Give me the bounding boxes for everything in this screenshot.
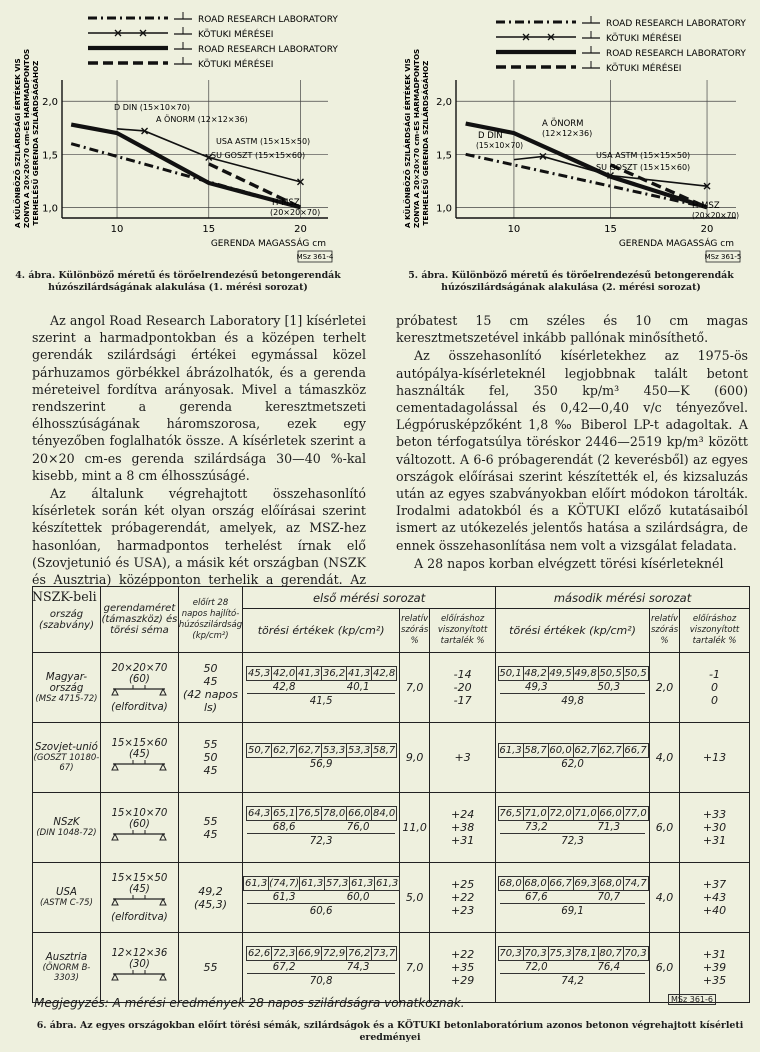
x-tick-label: 15 xyxy=(604,224,617,235)
point-label: D DIN xyxy=(478,131,503,141)
break-value: 66,7 xyxy=(624,745,647,756)
dispersion-2: 6,0 xyxy=(650,933,680,1003)
break-value: 61,3 xyxy=(499,745,522,756)
x-tick-label: 15 xyxy=(202,224,216,235)
y-axis-label-line: A KÜLÖNBÖZŐ SZILÁRDSÁGI ÉRTÉKEK VIS xyxy=(13,58,22,228)
right-text-column xyxy=(396,312,748,572)
series-mean: 49,8 xyxy=(561,696,584,707)
dispersion-1: 7,0 xyxy=(400,653,430,723)
break-value: 84,0 xyxy=(372,808,396,819)
series-mean: 62,0 xyxy=(561,759,584,770)
break-value: 73,7 xyxy=(372,948,396,959)
country-name: Magyar-ország xyxy=(45,671,87,694)
series-mean: 41,5 xyxy=(309,696,333,707)
table-row xyxy=(33,863,750,933)
y-axis-label-line: ZONYA A 20×20×70 cm-ES HARMADPONTOS xyxy=(412,48,421,228)
dispersion-2: 4,0 xyxy=(650,863,680,933)
break-value: 71,0 xyxy=(524,808,547,819)
reserve-value: +43 xyxy=(702,891,727,904)
y-axis-label xyxy=(13,49,40,228)
country-standard: (DIN 1048-72) xyxy=(36,828,97,838)
pair-mean: 70,7 xyxy=(597,892,621,903)
point-label: D DIN (15×10×70) xyxy=(114,103,190,112)
break-value: 62,7 xyxy=(297,745,321,756)
dispersion-1: 5,0 xyxy=(400,863,430,933)
legend-label: ROAD RESEARCH LABORATORY xyxy=(198,15,338,25)
break-value: 75,3 xyxy=(549,948,572,959)
break-value: 49,5 xyxy=(549,668,572,679)
break-value: 50,7 xyxy=(247,745,271,756)
point-label: (12×12×36) xyxy=(542,129,593,138)
dispersion-1: 9,0 xyxy=(400,723,430,793)
paragraph: A 28 napos korban elvégzett törési kísérleteknél xyxy=(414,555,724,571)
break-value: 74,7 xyxy=(624,878,647,889)
figure-5-caption: 5. ábra. Különböző méretű és törőelrendezésű betongerendák húzószilárdságának alakulása (2. mérési sorozat) xyxy=(408,270,734,293)
break-value: 76,2 xyxy=(347,948,371,959)
required-strength: 50 xyxy=(203,751,218,764)
point-label: A ÖNORM xyxy=(542,119,584,129)
break-value: 41,3 xyxy=(297,668,321,679)
reserve-value: +22 xyxy=(451,891,475,904)
pair-mean: 40,1 xyxy=(346,682,370,693)
x-tick-label: 20 xyxy=(294,224,307,235)
pair-mean: 74,3 xyxy=(346,962,370,973)
code-badge: MSz 361-4 xyxy=(296,253,334,261)
y-tick-label: 1,0 xyxy=(42,203,58,215)
dispersion-1: 11,0 xyxy=(400,793,430,863)
dispersion-2: 6,0 xyxy=(650,793,680,863)
break-value: 71,0 xyxy=(574,808,597,819)
results-table xyxy=(32,586,750,1003)
loading-scheme-icon xyxy=(109,895,169,909)
figure-4-caption: 4. ábra. Különböző méretű és törőelrendezésű betongerendák húzószilárdságának alakulása (1. mérési sorozat) xyxy=(15,270,341,293)
header-series-2: második mérési sorozat xyxy=(496,587,750,609)
point-label: H MSZ xyxy=(272,198,300,208)
reserve-value: +33 xyxy=(702,808,727,821)
country-name: USA xyxy=(56,887,77,898)
loading-scheme-icon xyxy=(109,970,169,984)
required-strength: 55 xyxy=(203,738,218,751)
reserve-value: +25 xyxy=(451,878,475,891)
header-values-2: törési értékek (kp/cm²) xyxy=(496,609,650,653)
reserve-value: +24 xyxy=(451,808,475,821)
header-dispersion-2: relatív szórás % xyxy=(650,609,680,653)
beam-size: 12×12×36 (30) xyxy=(111,948,168,970)
dispersion-2: 2,0 xyxy=(650,653,680,723)
loading-scheme-icon xyxy=(109,830,169,844)
point-label: H MSZ xyxy=(692,201,720,211)
legend-label: ROAD RESEARCH LABORATORY xyxy=(198,45,338,55)
pair-mean: 68,6 xyxy=(272,822,296,833)
break-value: 78,0 xyxy=(322,808,346,819)
reserve-value: 0 xyxy=(711,681,719,694)
legend-label: ROAD RESEARCH LABORATORY xyxy=(606,19,746,29)
loading-scheme-icon xyxy=(109,685,169,699)
break-value: 80,7 xyxy=(599,948,622,959)
left-text-column xyxy=(32,312,366,605)
legend-label: KÖTUKI MÉRÉSEI xyxy=(606,64,682,74)
required-strength: (45,3) xyxy=(193,897,228,911)
point-label: (15×10×70) xyxy=(476,141,524,150)
reserve-value: 0 xyxy=(711,694,719,707)
country-standard: (MSz 4715-72) xyxy=(35,693,98,704)
reserve-value: -20 xyxy=(453,681,472,694)
reserve-value: -14 xyxy=(453,668,472,681)
break-value: 68,0 xyxy=(499,878,522,889)
reserve-value: +31 xyxy=(451,834,475,847)
break-value: 64,3 xyxy=(247,808,271,819)
y-axis-label-line: A KÜLÖNBÖZŐ SZILÁRDSÁGI ÉRTÉKEK VIS xyxy=(403,58,412,228)
break-value: 49,8 xyxy=(574,668,597,679)
x-tick-label: 10 xyxy=(507,224,521,235)
legend-label: KÖTUKI MÉRÉSEI xyxy=(198,60,274,70)
country-standard: (GOSZT 10180-67) xyxy=(33,753,100,773)
required-strength: (42 napos ls) xyxy=(183,687,238,714)
y-axis-label-line: ZONYA A 20×20×70 cm-ES HARMADPONTOS xyxy=(22,48,31,228)
break-value: 53,3 xyxy=(322,745,346,756)
reserve-value: +23 xyxy=(451,904,475,917)
break-value: 66,7 xyxy=(549,878,572,889)
break-value: 50,5 xyxy=(624,668,647,679)
pair-mean: 73,2 xyxy=(524,822,548,833)
required-strength: 45 xyxy=(203,827,218,841)
pair-mean: 42,8 xyxy=(272,682,296,693)
required-strength: 45 xyxy=(203,674,218,688)
point-label: USA ASTM (15×15×50) xyxy=(596,151,691,160)
legend-label: KÖTUKI MÉRÉSEI xyxy=(198,30,274,40)
x-axis-label: GERENDA MAGASSÁG cm xyxy=(618,239,734,249)
header-values-1: törési értékek (kp/cm²) xyxy=(243,609,400,653)
required-strength: 55 xyxy=(203,961,218,974)
break-value: 60,0 xyxy=(549,745,572,756)
break-value: 61,3 xyxy=(301,878,324,889)
pair-mean: 50,3 xyxy=(597,682,621,693)
reserve-value: +3 xyxy=(454,751,471,764)
country-standard: (ASTM C-75) xyxy=(40,898,93,908)
point-label: SU GOSZT (15×15×60) xyxy=(211,151,306,160)
point-label: USA ASTM (15×15×50) xyxy=(216,137,311,146)
paragraph: Az angol Road Research Laboratory [1] kísérletei szerint a harmadpontokban és a középen terhelt gerendák szilárdsági értékei egymással közel párhuzamos görbékkel ábrázolhatók, és a gerenda méreteivel fordítva arányosak. Mivel a támaszköz rendszerint a gerenda keresztmetszeti élhosszúságának háromszorosa, ezek egy tényezőben foglalhatók össze. A kísérletek szerint a 20×20 cm-es gerenda szilárdsága 30—40 %-kal kisebb, mint a 8 cm élhosszúságé. xyxy=(32,313,366,483)
figure-5-chart xyxy=(396,2,752,267)
figure-6-caption: 6. ábra. Az egyes országokban előírt törési sémák, szilárdságok és a KÖTUKI betonlaboratórium azonos betonon végrehajtott kísérleti eredményei xyxy=(36,1020,744,1043)
reserve-value: +40 xyxy=(702,904,727,917)
x-tick-label: 20 xyxy=(700,224,714,235)
reserve-value: +13 xyxy=(702,751,727,764)
break-value: 62,7 xyxy=(574,745,597,756)
break-value: 70,3 xyxy=(524,948,547,959)
break-value: 42,0 xyxy=(272,668,296,679)
pair-mean: 76,0 xyxy=(346,822,370,833)
table-code: MSz 361-6 xyxy=(668,994,716,1005)
results-table-wrap xyxy=(32,586,750,1003)
y-tick-label: 2,0 xyxy=(436,97,452,109)
break-value: 66,9 xyxy=(297,948,321,959)
series-mean: 72,3 xyxy=(309,836,333,847)
loading-scheme-icon xyxy=(109,760,169,774)
series-mean: 70,8 xyxy=(309,976,333,987)
reserve-value: +37 xyxy=(702,878,727,891)
table-row xyxy=(33,653,750,723)
legend-label: ROAD RESEARCH LABORATORY xyxy=(606,49,746,59)
point-label: (20×20×70) xyxy=(692,211,740,220)
reserve-value: +35 xyxy=(451,961,475,974)
reserve-value: +31 xyxy=(702,948,727,961)
legend-label: KÖTUKI MÉRÉSEI xyxy=(606,34,682,44)
break-value: 78,1 xyxy=(574,948,597,959)
table-row xyxy=(33,933,750,1003)
pair-mean: 67,6 xyxy=(524,892,548,903)
reserve-value: -17 xyxy=(453,694,472,707)
y-tick-label: 1,5 xyxy=(436,150,452,162)
required-strength: 45 xyxy=(203,764,218,777)
pair-mean: 60,0 xyxy=(346,892,370,903)
figure-5-svg xyxy=(396,2,752,267)
header-country: ország (szabvány) xyxy=(33,587,101,653)
break-value: 45,3 xyxy=(247,668,271,679)
table-header-row xyxy=(33,587,750,609)
figure-4-svg xyxy=(6,2,346,267)
break-value: 69,3 xyxy=(574,878,597,889)
required-strength: 55 xyxy=(203,814,218,828)
point-label: A ÖNORM (12×12×36) xyxy=(156,115,248,124)
y-axis-label-line: TERHELÉSŰ GERENDA SZILÁRDSÁGÁHOZ xyxy=(31,60,40,228)
figure-4-chart xyxy=(6,2,346,267)
break-value: 61,3 xyxy=(376,878,399,889)
header-dispersion-1: relatív szórás % xyxy=(400,609,430,653)
series-mean: 69,1 xyxy=(561,906,584,917)
break-value: 42,8 xyxy=(372,668,396,679)
paragraph: Az általunk végrehajtott összehasonlító kísérletek során két olyan ország előírásai szerint készítettek próbagerendát, amelyek, az MSZ-hez hasonlóan, harmadpontos terhelést írnak elő (Szovjetunió és USA), a másik két országban (NSZK és Ausztria) középponton terhelik a gerendát. Az NSZK-beli xyxy=(32,486,366,605)
break-value: 41,3 xyxy=(347,668,371,679)
break-value: 53,3 xyxy=(347,745,371,756)
series-mean: 72,3 xyxy=(561,836,584,847)
y-tick-label: 2,0 xyxy=(42,97,58,109)
required-strength: 49,2 xyxy=(198,884,223,898)
header-size: gerendaméret (támaszköz) és törési séma xyxy=(100,587,178,653)
break-value: 72,0 xyxy=(549,808,572,819)
header-required: előírt 28 napos hajlító-húzószilárdság (kp/cm²) xyxy=(178,587,242,653)
break-value: 58,7 xyxy=(524,745,547,756)
break-value: 70,3 xyxy=(499,948,522,959)
break-value: 50,1 xyxy=(499,668,522,679)
dispersion-2: 4,0 xyxy=(650,723,680,793)
reserve-value: -1 xyxy=(709,668,720,681)
pair-mean: 49,3 xyxy=(524,682,548,693)
break-value: 58,7 xyxy=(372,745,396,756)
pair-mean: 71,3 xyxy=(597,822,621,833)
break-value: 62,7 xyxy=(599,745,622,756)
break-value: 72,3 xyxy=(272,948,296,959)
break-value: 70,3 xyxy=(624,948,647,959)
series-mean: 60,6 xyxy=(309,906,333,917)
dispersion-1: 7,0 xyxy=(400,933,430,1003)
reserve-value: +39 xyxy=(702,961,727,974)
header-deviation-2: előíráshoz viszonyított tartalék % xyxy=(680,609,750,653)
y-tick-label: 1,5 xyxy=(42,150,58,162)
reserve-value: +38 xyxy=(451,821,475,834)
break-value: 68,0 xyxy=(524,878,547,889)
country-name: Ausztria xyxy=(45,952,88,963)
break-value: 36,2 xyxy=(322,668,346,679)
break-value: 66,0 xyxy=(599,808,622,819)
break-value: 66,0 xyxy=(347,808,371,819)
x-tick-label: 10 xyxy=(110,224,124,235)
pair-mean: 61,3 xyxy=(272,892,296,903)
beam-size: 15×15×60 (45) xyxy=(111,738,168,760)
break-value: 68,0 xyxy=(599,878,622,889)
y-axis-label-line: TERHELÉSŰ GERENDA SZILÁRDSÁGÁHOZ xyxy=(421,60,430,228)
break-value: 62,7 xyxy=(272,745,296,756)
x-axis-label: GERENDA MAGASSÁG cm xyxy=(210,239,326,249)
break-value: 72,9 xyxy=(322,948,346,959)
beam-size: 20×20×70 (60) xyxy=(111,662,168,685)
table-row xyxy=(33,793,750,863)
break-value: (74,7) xyxy=(269,878,300,889)
pair-mean: 76,4 xyxy=(597,962,621,973)
break-value: 65,1 xyxy=(272,808,296,819)
break-value: 76,5 xyxy=(499,808,522,819)
break-value: 61,3 xyxy=(351,878,374,889)
break-value: 61,3 xyxy=(244,878,268,889)
y-tick-label: 1,0 xyxy=(436,203,452,215)
break-value: 76,5 xyxy=(297,808,321,819)
point-label: SU GOSZT (15×15×60) xyxy=(596,163,691,172)
reserve-value: +35 xyxy=(702,974,727,987)
header-deviation-1: előíráshoz viszonyított tartalék % xyxy=(430,609,496,653)
pair-mean: 72,0 xyxy=(524,962,548,973)
y-axis-label xyxy=(403,49,430,228)
loading-note: (elforditva) xyxy=(111,911,168,923)
country-standard: (ÖNORM B-3303) xyxy=(42,963,91,983)
table-note: Megjegyzés: A mérési eredmények 28 napos szilárdságra vonatkoznak. xyxy=(34,996,465,1010)
beam-size: 15×10×70 (60) xyxy=(111,808,168,830)
country-name: Szovjet-unió xyxy=(35,742,98,753)
reserve-value: +30 xyxy=(702,821,727,834)
break-value: 57,3 xyxy=(326,878,349,889)
header-series-1: első mérési sorozat xyxy=(243,587,496,609)
required-strength: 50 xyxy=(203,661,218,675)
code-badge: MSz 361-5 xyxy=(704,253,742,261)
beam-size: 15×15×50 (45) xyxy=(111,872,168,895)
break-value: 77,0 xyxy=(624,808,647,819)
country-name: NSzK xyxy=(53,817,80,828)
point-label: (20×20×70) xyxy=(270,208,321,217)
break-value: 50,5 xyxy=(599,668,622,679)
reserve-value: +22 xyxy=(451,948,475,961)
pair-mean: 67,2 xyxy=(272,962,296,973)
paragraph: próbatest 15 cm széles és 10 cm magas keresztmetszetével inkább pallónak minősíthető. xyxy=(396,313,748,346)
table-row xyxy=(33,723,750,793)
reserve-value: +31 xyxy=(702,834,727,847)
series-mean: 74,2 xyxy=(561,976,584,987)
break-value: 62,6 xyxy=(247,948,271,959)
reserve-value: +29 xyxy=(451,974,475,987)
paragraph: Az összehasonlító kísérletekhez az 1975-ös autópálya-kísérleteknél legjobbnak talált betont használták fel, 350 kp/m³ 450—K (600) cementadagolással és 0,42—0,40 v/c tényezővel. Légpórusképzőként 1,8 ‰ Biberol LP-t adagoltak. A beton térfogatsúlya töréskor 2446—2519 kp/m³ között változott. A 6-6 próbagerendát (2 keverésből) az egyes országok előírásai szerint készítették el, és kizsaluzás után az egyes szabványokban előírt módokon tárolták. Irodalmi adatokból és a KÖTUKI előző kutatásaiból ismert az utókezelés jelentős hatása a szilárdságra, de ennek összehasonlítása nem volt a vizsgálat feladata. xyxy=(396,348,748,553)
break-value: 48,2 xyxy=(524,668,547,679)
loading-note: (elforditva) xyxy=(111,701,168,713)
series-mean: 56,9 xyxy=(309,759,333,770)
